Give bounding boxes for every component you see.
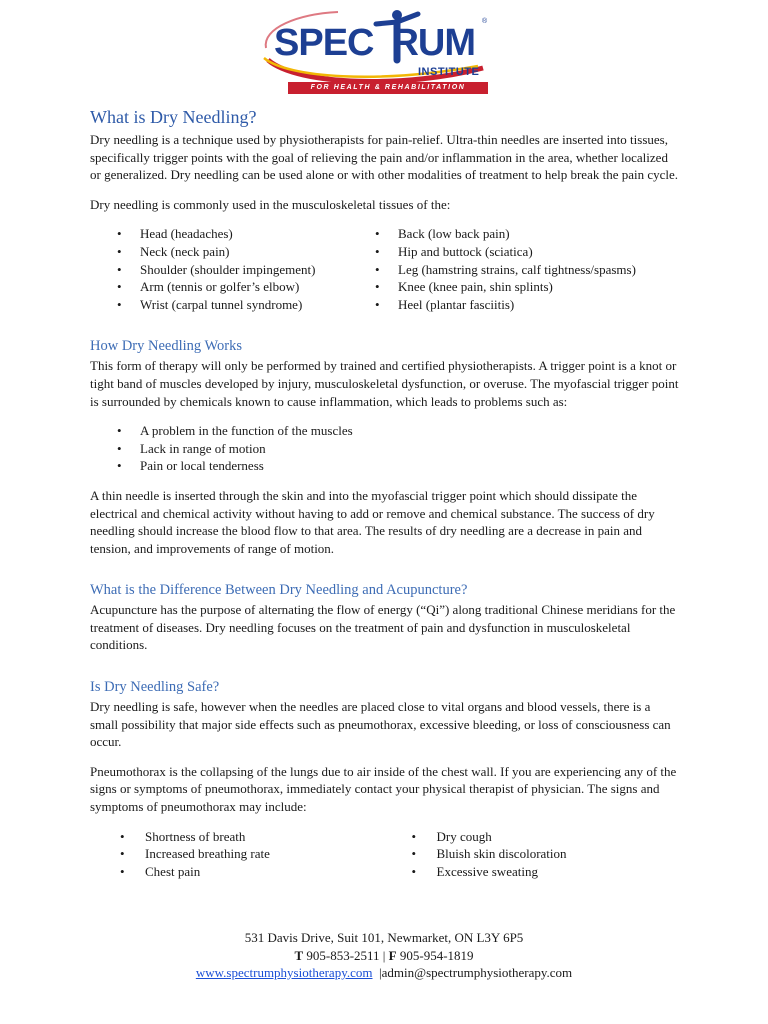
how-paragraph: This form of therapy will only be performed by trained and certified physiotherapists. A trigger point is a knot or tight band of muscles developed by injury, musculoskeletal dysfunction, or overuse. The myofascial trigger point is surrounded by chemicals known to cause inflammation, which leads to problems such as: (90, 358, 679, 409)
list-item: • Bluish skin discoloration (382, 845, 680, 863)
symptoms-list (90, 828, 680, 881)
list-item: • Leg (hamstring strains, calf tightness/spasms) (348, 261, 678, 279)
registered-mark: ® (482, 18, 488, 25)
symptoms-list-left (90, 828, 382, 881)
email-address: |admin@spectrumphysiotherapy.com (375, 965, 573, 980)
tissues-list-right (348, 225, 678, 313)
page-title: What is Dry Needling? (90, 107, 257, 127)
list-item: • Arm (tennis or golfer’s elbow) (90, 278, 348, 296)
list-item: • Excessive sweating (382, 863, 680, 881)
spectrum-logo (258, 8, 498, 92)
safety-heading: Is Dry Needling Safe? (90, 679, 220, 696)
footer-web-line (0, 964, 768, 982)
list-item: • Head (headaches) (90, 225, 348, 243)
logo-institute: INSTITUTE (418, 66, 480, 78)
list-item: • Heel (plantar fasciitis) (348, 296, 678, 314)
list-item: • Shoulder (shoulder impingement) (90, 261, 348, 279)
footer-phone-line (0, 947, 768, 965)
tissues-lead: Dry needling is commonly used in the musculoskeletal tissues of the: (90, 196, 451, 212)
website-link[interactable]: www.spectrumphysiotherapy.com (195, 965, 373, 980)
list-item: • Chest pain (90, 863, 382, 881)
list-item: • Back (low back pain) (348, 225, 678, 243)
list-item: • Neck (neck pain) (90, 243, 348, 261)
how-paragraph-2: A thin needle is inserted through the skin and into the myofascial trigger point which should dissipate the electrical and chemical activity without having to add or remove and chemical substance. The success of dry needling should increase the blood flow to that area. The results of dry needling are a decrease in pain and tension, and improvements of range of motion. (90, 487, 655, 556)
fax-label: F (388, 947, 397, 963)
list-item: • A problem in the function of the muscles (90, 422, 680, 440)
logo-wordmark: SPEC RUM (274, 22, 476, 64)
list-item: • Lack in range of motion (90, 440, 680, 458)
tel-label: T (294, 947, 304, 963)
tissues-list-left (90, 225, 348, 313)
list-item: • Hip and buttock (sciatica) (348, 243, 678, 261)
list-item: • Pain or local tenderness (90, 457, 680, 475)
contact-footer (0, 929, 768, 982)
difference-paragraph: Acupuncture has the purpose of alternating the flow of energy (“Qi”) along traditional Chinese meridians for the treatment of diseases. Dry needling focuses on the treatment of pain and dysfunction in musculoskeletal conditions. (90, 602, 676, 653)
pneumothorax-paragraph: Pneumothorax is the collapsing of the lungs due to air inside of the chest wall. If you are experiencing any of the signs or symptoms of pneumothorax, immediately contact your physical therapist of physician. The signs and symptoms of pneumothorax may include: (90, 763, 677, 815)
intro-paragraph: Dry needling is a technique used by physiotherapists for pain-relief. Ultra-thin needles are inserted into tissues, specifically trigger points with the goal of relieving the pain and/or inflammation in the area, whether localized or generalized. Dry needling can be used alone or with other modalities of treatment to help break the pain cycle. (90, 132, 679, 183)
symptoms-list-right (382, 828, 680, 881)
list-item: • Shortness of breath (90, 828, 382, 846)
tissues-list (90, 225, 680, 313)
how-heading: How Dry Needling Works (90, 338, 243, 355)
logo-tagline: FOR HEALTH & REHABILITATION (288, 82, 488, 94)
fax-number: 905-954-1819 (396, 947, 474, 963)
document-body (90, 106, 680, 880)
list-item: • Wrist (carpal tunnel syndrome) (90, 296, 348, 314)
list-item: • Increased breathing rate (90, 845, 382, 863)
difference-heading: What is the Difference Between Dry Needling and Acupuncture? (90, 582, 468, 599)
footer-address: 531 Davis Drive, Suit 101, Newmarket, ON L3Y 6P5 (244, 930, 524, 945)
list-item: • Knee (knee pain, shin splints) (348, 278, 678, 296)
safety-paragraph: Dry needling is safe, however when the needles are placed close to vital organs and blood vessels, there is a small possibility that major side effects such as pneumothorax, excessive bleeding, or loss of consciousness can occur. (90, 699, 671, 750)
tel-number: 905-853-2511 | (303, 947, 386, 963)
problems-list (90, 422, 680, 475)
list-item: • Dry cough (382, 828, 680, 846)
